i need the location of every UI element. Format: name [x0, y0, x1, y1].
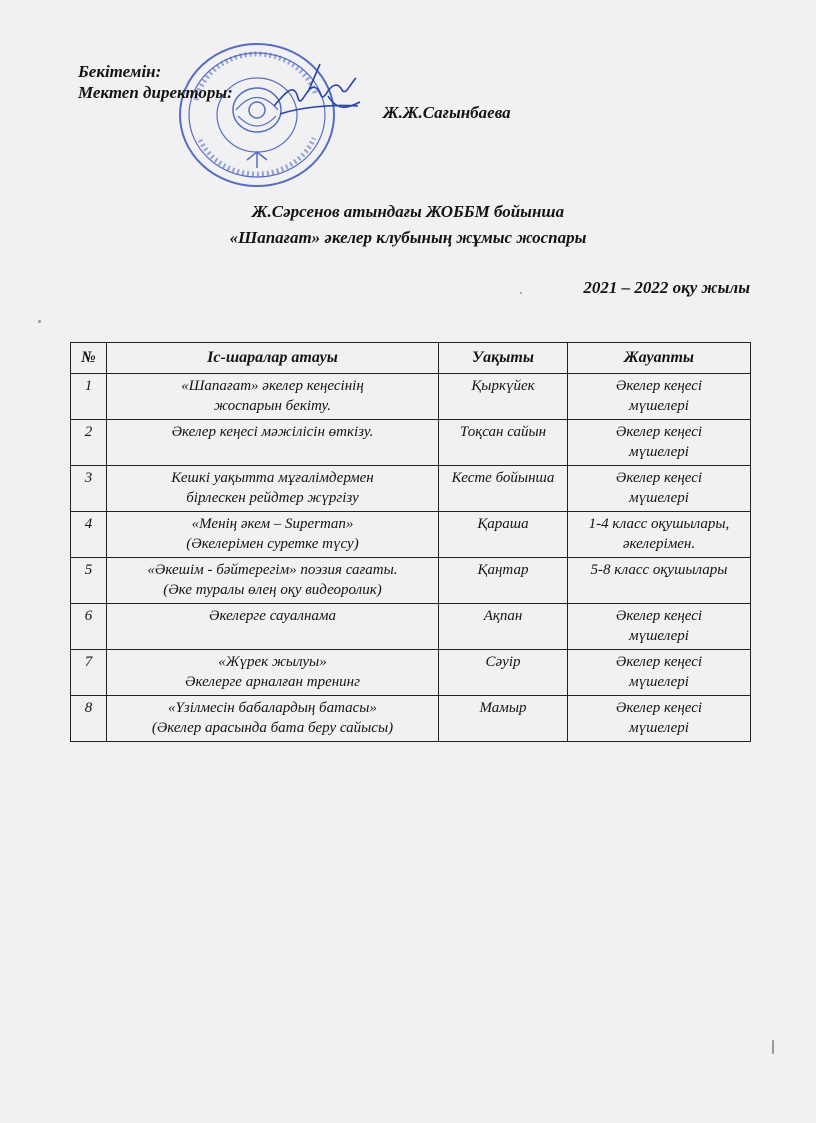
- event-line: «Жүрек жылуы»: [218, 654, 327, 670]
- responsible-line: әкелерімен.: [622, 536, 696, 552]
- event-line: (Әкелер арасында бата беру сайысы): [151, 720, 394, 736]
- table-row: [71, 512, 751, 558]
- row-number: 4: [71, 512, 107, 558]
- table-row: [71, 604, 751, 650]
- row-responsible: [568, 512, 751, 558]
- row-responsible: [568, 558, 751, 604]
- header-number: №: [71, 343, 107, 374]
- scan-speck: [520, 292, 522, 294]
- row-responsible: [568, 466, 751, 512]
- event-line: «Әкешім - бәйтерегім» поэзия сағаты.: [147, 562, 398, 578]
- row-responsible: [568, 420, 751, 466]
- row-event: [107, 558, 439, 604]
- approval-label: Бекітемін:: [78, 62, 162, 81]
- scan-speck: [772, 1040, 774, 1054]
- event-line: «Шапағат» әкелер кеңесінің: [181, 378, 364, 394]
- document-title-line2: «Шапағат» әкелер клубының жұмыс жоспары: [229, 228, 587, 247]
- responsible-line: Әкелер кеңесі: [615, 700, 703, 716]
- row-number: 8: [71, 696, 107, 742]
- responsible-line: мүшелері: [629, 444, 689, 460]
- header-event: Іс-шаралар атауы: [107, 343, 439, 374]
- responsible-line: мүшелері: [629, 720, 689, 736]
- responsible-line: мүшелері: [629, 628, 689, 644]
- row-responsible: [568, 650, 751, 696]
- row-event: [107, 512, 439, 558]
- responsible-line: Әкелер кеңесі: [615, 378, 703, 394]
- row-time: Тоқсан сайын: [439, 420, 568, 466]
- event-line: «Үзілмесін бабалардың батасы»: [168, 700, 377, 716]
- event-line: жоспарын бекіту.: [214, 398, 331, 414]
- responsible-line: Әкелер кеңесі: [615, 654, 703, 670]
- event-line: (Әкелерімен суретке түсу): [186, 536, 359, 552]
- row-number: 5: [71, 558, 107, 604]
- event-line: «Менің әкем – Superman»: [191, 516, 354, 532]
- row-number: 1: [71, 374, 107, 420]
- responsible-line: мүшелері: [629, 490, 689, 506]
- row-time: Қыркүйек: [439, 374, 568, 420]
- row-event: [107, 696, 439, 742]
- row-number: 2: [71, 420, 107, 466]
- event-line: бірлескен рейдтер жүргізу: [186, 490, 359, 506]
- table-row: [71, 696, 751, 742]
- row-time: Мамыр: [439, 696, 568, 742]
- row-responsible: [568, 604, 751, 650]
- row-number: 7: [71, 650, 107, 696]
- work-plan-table: [70, 342, 751, 742]
- table-header-row: [71, 343, 751, 374]
- table-row: [71, 558, 751, 604]
- event-line: Әкелерге сауалнама: [209, 608, 336, 624]
- row-responsible: [568, 696, 751, 742]
- row-event: [107, 420, 439, 466]
- table-row: [71, 420, 751, 466]
- row-time: Ақпан: [439, 604, 568, 650]
- header-responsible: Жауапты: [568, 343, 751, 374]
- responsible-line: 5-8 класс оқушылары: [590, 562, 728, 578]
- row-event: [107, 604, 439, 650]
- row-time: Қараша: [439, 512, 568, 558]
- responsible-line: мүшелері: [629, 398, 689, 414]
- document-title-line1: Ж.Сәрсенов атындағы ЖОББМ бойынша: [251, 202, 565, 221]
- header-time: Уақыты: [439, 343, 568, 374]
- director-title: Мектеп директоры:: [78, 83, 233, 102]
- responsible-line: 1-4 класс оқушылары,: [588, 516, 730, 532]
- row-event: [107, 374, 439, 420]
- table-row: [71, 466, 751, 512]
- school-year: 2021 – 2022 оқу жылы: [583, 278, 750, 297]
- responsible-line: Әкелер кеңесі: [615, 608, 703, 624]
- row-event: [107, 650, 439, 696]
- event-line: Әкелерге арналған тренинг: [185, 674, 360, 690]
- responsible-line: Әкелер кеңесі: [615, 424, 703, 440]
- responsible-line: мүшелері: [629, 674, 689, 690]
- event-line: Кешкі уақытта мұғалімдермен: [171, 470, 374, 486]
- director-name: Ж.Ж.Сағынбаева: [383, 103, 511, 122]
- row-time: Кесте бойынша: [439, 466, 568, 512]
- event-line: (Әке туралы өлең оқу видеоролик): [163, 582, 382, 598]
- row-number: 3: [71, 466, 107, 512]
- approval-block: [78, 61, 233, 103]
- table-row: [71, 650, 751, 696]
- row-responsible: [568, 374, 751, 420]
- event-line: Әкелер кеңесі мәжілісін өткізу.: [171, 424, 374, 440]
- row-number: 6: [71, 604, 107, 650]
- row-time: Сәуір: [439, 650, 568, 696]
- responsible-line: Әкелер кеңесі: [615, 470, 703, 486]
- row-time: Қаңтар: [439, 558, 568, 604]
- row-event: [107, 466, 439, 512]
- table-row: [71, 374, 751, 420]
- scan-speck: [38, 320, 41, 323]
- director-signature: [268, 62, 364, 124]
